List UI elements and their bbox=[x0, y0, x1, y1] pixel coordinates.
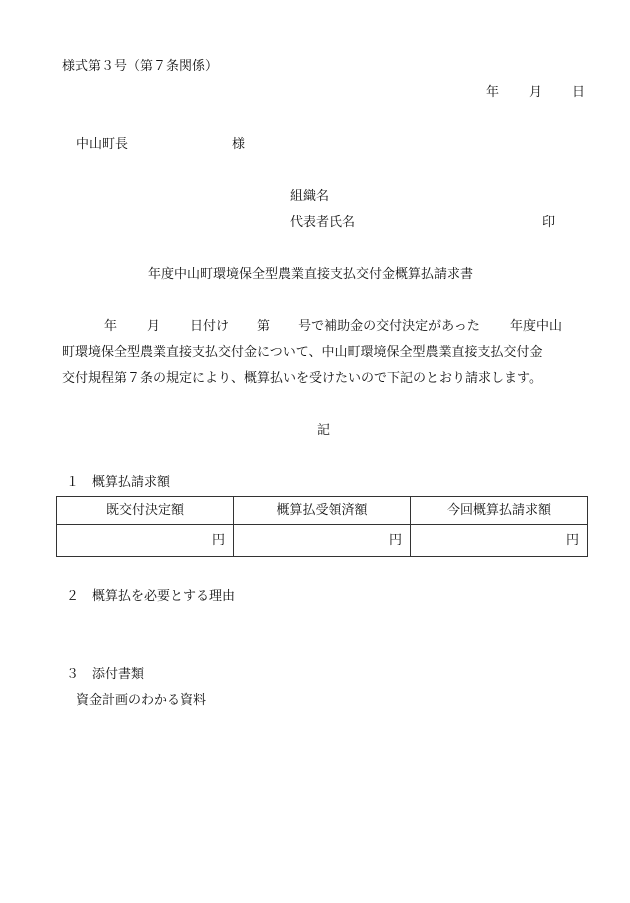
date-year: 年 bbox=[486, 85, 500, 100]
section3-heading: ３ 添付書類 bbox=[66, 667, 145, 682]
addressee-honorific: 様 bbox=[232, 137, 246, 152]
attachment-item: 資金計画のわかる資料 bbox=[76, 693, 207, 708]
requested-amount-cell: 円 bbox=[411, 525, 588, 557]
rep-label: 代表者氏名 bbox=[290, 215, 356, 230]
body-line-3: 交付規程第７条の規定により、概算払いを受けたいので下記のとおり請求します。 bbox=[62, 371, 542, 386]
ki-mark: 記 bbox=[317, 423, 331, 438]
body-no-prefix: 第 bbox=[257, 319, 271, 334]
form-label: 様式第３号（第７条関係） bbox=[62, 59, 219, 74]
header-requested-amount: 今回概算払請求額 bbox=[411, 497, 588, 525]
body-text: 号で補助金の交付決定があった bbox=[298, 319, 480, 334]
section2-heading: ２ 概算払を必要とする理由 bbox=[66, 589, 236, 604]
amount-table bbox=[56, 496, 588, 557]
header-granted-amount: 既交付決定額 bbox=[57, 497, 234, 525]
received-amount-cell: 円 bbox=[234, 525, 411, 557]
body-line-2: 町環境保全型農業直接支払交付金について、中山町環境保全型農業直接支払交付金 bbox=[62, 345, 543, 360]
document-title: 年度中山町環境保全型農業直接支払交付金概算払請求書 bbox=[148, 267, 474, 282]
body-line-1 bbox=[62, 320, 562, 333]
org-label: 組織名 bbox=[290, 189, 330, 204]
table-header-row bbox=[57, 497, 588, 525]
body-month: 月 bbox=[147, 319, 161, 334]
body-year: 年 bbox=[104, 319, 118, 334]
table-row bbox=[57, 525, 588, 557]
body-day: 日付け bbox=[190, 319, 230, 334]
date-day: 日 bbox=[572, 85, 586, 100]
date-month: 月 bbox=[529, 85, 543, 100]
addressee-name: 中山町長 bbox=[76, 137, 129, 152]
seal-mark: 印 bbox=[542, 215, 556, 230]
date-line bbox=[486, 86, 585, 99]
granted-amount-cell: 円 bbox=[57, 525, 234, 557]
body-tail: 年度中山 bbox=[509, 319, 562, 334]
section1-heading: １ 概算払請求額 bbox=[66, 475, 171, 490]
header-received-amount: 概算払受領済額 bbox=[234, 497, 411, 525]
